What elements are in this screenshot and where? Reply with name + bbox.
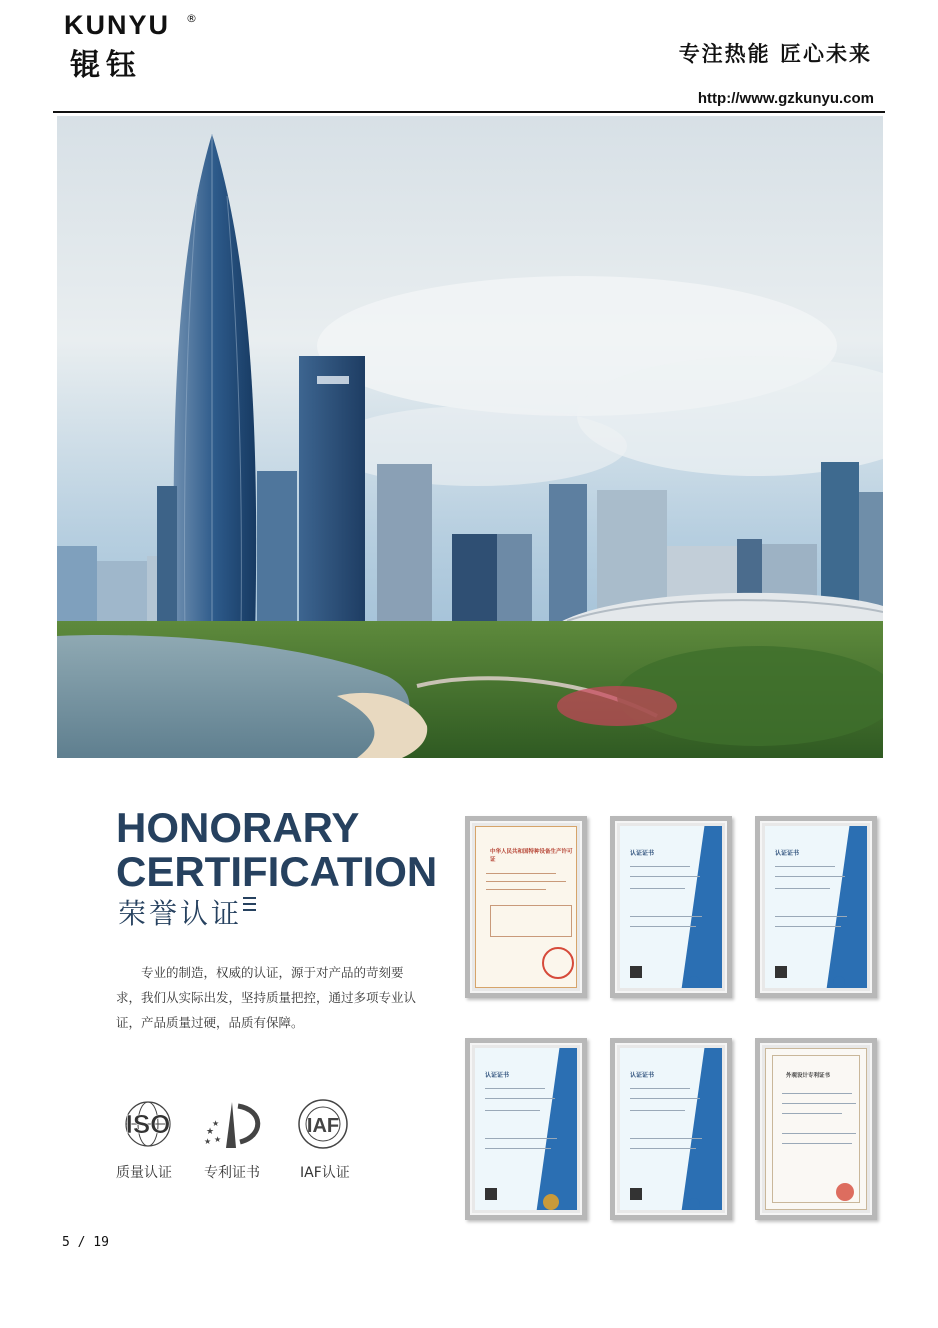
certificate-frame	[465, 1038, 587, 1220]
seal-mark	[543, 1194, 559, 1210]
title-decoration-lines	[243, 897, 256, 915]
official-seal	[542, 947, 574, 979]
logo-chinese-text: 锟钰	[70, 48, 142, 83]
qr-code	[775, 966, 787, 978]
registered-mark: ®	[186, 12, 197, 25]
svg-text:★: ★	[214, 1135, 222, 1144]
svg-text:ISO: ISO	[125, 1109, 171, 1139]
section-title-chinese: 荣誉认证	[118, 897, 243, 930]
certificate-frame	[465, 816, 587, 998]
slogan: 专注热能 匠心未来	[678, 41, 872, 66]
logo-latin-text: KUNYU	[64, 10, 171, 40]
certificate-paper	[475, 826, 577, 988]
certificate-paper	[620, 1048, 722, 1210]
website-url[interactable]: http://www.gzkunyu.com	[697, 90, 874, 107]
company-logo	[64, 10, 224, 83]
iaf-mark	[833, 976, 845, 988]
skyline-illustration	[57, 116, 883, 758]
iso-label: 质量认证	[116, 1165, 172, 1181]
patent-icon	[202, 1096, 272, 1156]
page-number: 5 / 19	[62, 1235, 109, 1250]
certificate-heading: 外观设计专利证书	[786, 1073, 831, 1079]
iso-icon	[116, 1096, 186, 1156]
iaf-mark	[688, 976, 700, 988]
city-skyline-photo	[57, 116, 883, 758]
section-title	[116, 806, 437, 894]
certificate-frame	[755, 1038, 877, 1220]
qr-code	[630, 966, 642, 978]
iaf-icon	[288, 1096, 358, 1156]
certificate-frame	[610, 816, 732, 998]
certificate-paper	[475, 1048, 577, 1210]
iaf-mark	[688, 1198, 700, 1210]
official-seal	[836, 1183, 854, 1201]
section-title-line1: HONORARY	[116, 804, 360, 851]
section-title-line2: CERTIFICATION	[116, 848, 438, 895]
certificate-paper	[620, 826, 722, 988]
svg-text:★: ★	[204, 1137, 212, 1146]
section-description: 专业的制造，权威的认证，源于对产品的苛刻要求，我们从实际出发，坚持质量把控，通过多项专业认证，产品质量过硬，品质有保障。	[116, 965, 417, 1030]
certificate-heading: 认证证书	[485, 1072, 510, 1079]
patent-label: 专利证书	[204, 1165, 260, 1181]
certificate-frame	[610, 1038, 732, 1220]
certificate-paper	[765, 1048, 867, 1210]
svg-text:★: ★	[212, 1119, 220, 1128]
certificate-frame	[755, 816, 877, 998]
certificate-paper	[765, 826, 867, 988]
iaf-label: IAF认证	[300, 1165, 350, 1181]
certificate-heading: 认证证书	[630, 850, 655, 857]
header-divider	[53, 111, 885, 113]
certification-icons	[116, 1096, 376, 1186]
qr-code	[630, 1188, 642, 1200]
certificate-heading: 认证证书	[630, 1072, 655, 1079]
svg-text:★: ★	[206, 1127, 215, 1137]
svg-text:IAF: IAF	[306, 1115, 340, 1137]
certificate-heading: 认证证书	[775, 850, 800, 857]
certificate-heading: 中华人民共和国特种设备生产许可证	[490, 849, 573, 863]
qr-code	[485, 1188, 497, 1200]
